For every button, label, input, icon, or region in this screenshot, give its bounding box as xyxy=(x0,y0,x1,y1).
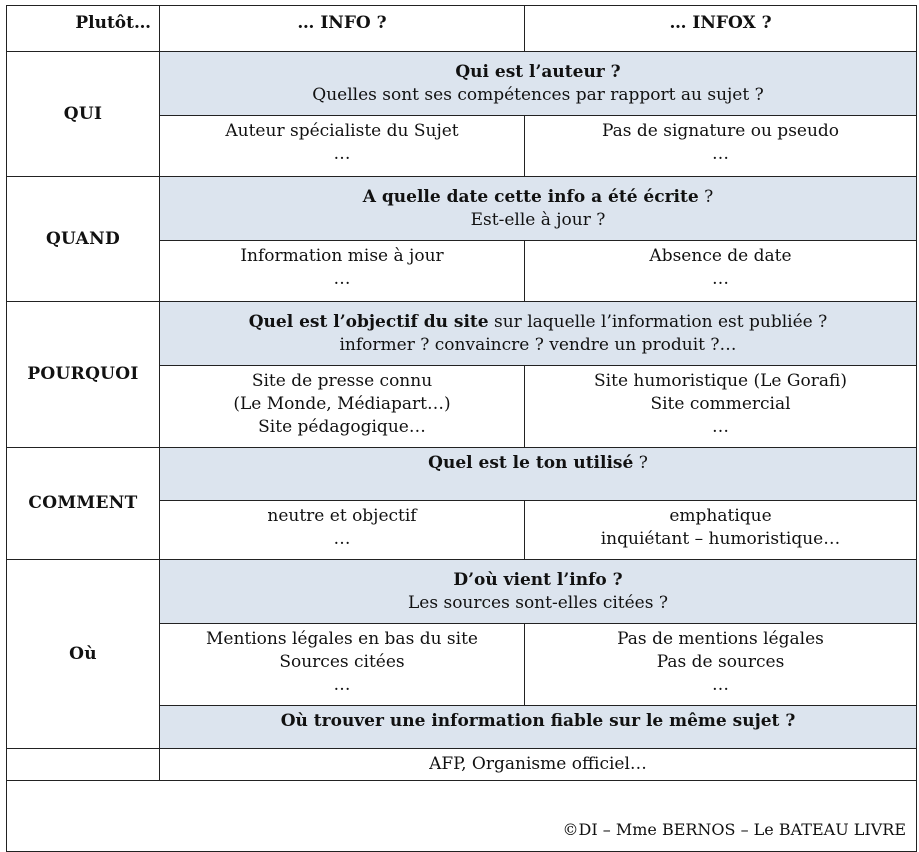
comment-infox-line-1: emphatique xyxy=(669,506,772,526)
pourquoi-infox-line-3: … xyxy=(712,417,729,437)
quand-info-line-2: … xyxy=(333,269,351,289)
pourquoi-info-line-2: (Le Monde, Médiapart…) xyxy=(233,394,451,414)
ou-answer2-row xyxy=(7,749,917,781)
comment-infox-line-2: inquiétant – humoristique… xyxy=(600,529,841,549)
comment-question-bold: Quel est le ton utilisé xyxy=(428,453,634,473)
row-label-quand: QUAND xyxy=(7,177,160,302)
quand-question-bold: A quelle date cette info a été écrite xyxy=(362,186,699,207)
pourquoi-info-line-1: Site de presse connu xyxy=(251,371,433,391)
pourquoi-infox-line-2: Site commercial xyxy=(650,394,791,414)
header-infox: … INFOX ? xyxy=(525,6,917,52)
qui-question-row xyxy=(7,52,917,116)
qui-info-line-2: … xyxy=(333,144,351,164)
comment-info-line-1: neutre et objectif xyxy=(267,506,417,526)
header-info: … INFO ? xyxy=(160,6,525,52)
ou-infox-line-2: Pas de sources xyxy=(656,652,785,672)
qui-question-bold: Qui est l’auteur ? xyxy=(455,61,621,82)
ou-question-bold: D’où vient l’info ? xyxy=(453,569,623,590)
pourquoi-question-bold: Quel est l’objectif du site xyxy=(248,311,489,332)
footer-row xyxy=(7,781,917,852)
ou-info-cell xyxy=(160,624,525,706)
row-label-qui: QUI xyxy=(7,52,160,177)
qui-infox-cell xyxy=(525,116,917,177)
ou-infox-line-1: Pas de mentions légales xyxy=(617,629,824,649)
qui-infox-line-1: Pas de signature ou pseudo xyxy=(601,121,840,141)
ou-question xyxy=(160,560,917,624)
qui-question-rest: Quelles sont ses compétences par rapport au sujet ? xyxy=(312,84,764,105)
quand-infox-cell xyxy=(525,241,917,302)
comment-question-row xyxy=(7,448,917,501)
pourquoi-question-rest: informer ? convaincre ? vendre un produit ?… xyxy=(339,334,737,355)
quand-infox-line-1: Absence de date xyxy=(649,246,792,266)
pourquoi-infox-line-1: Site humoristique (Le Gorafi) xyxy=(594,371,847,391)
quand-question-suffix: ? xyxy=(698,186,714,207)
quand-info-line-1: Information mise à jour xyxy=(240,246,444,266)
quand-question-row xyxy=(7,177,917,241)
row-label-ou: Où xyxy=(7,560,160,749)
pourquoi-infox-cell xyxy=(525,366,917,448)
ou-question-row xyxy=(7,560,917,624)
comment-question xyxy=(160,448,917,501)
ou-answer2: AFP, Organisme officiel… xyxy=(160,749,917,781)
pourquoi-info-cell xyxy=(160,366,525,448)
ou-infox-line-3: … xyxy=(712,675,729,695)
ou-infox-cell xyxy=(525,624,917,706)
info-infox-table xyxy=(6,5,917,852)
quand-info-cell xyxy=(160,241,525,302)
ou-question2 xyxy=(160,706,917,749)
quand-question xyxy=(160,177,917,241)
pourquoi-question-suffix: sur laquelle l’information est publiée ? xyxy=(488,311,828,332)
ou-question2-bold: Où trouver une information fiable sur le même sujet ? xyxy=(280,711,796,731)
ou-info-line-1: Mentions légales en bas du site xyxy=(206,629,478,649)
comment-info-line-2: … xyxy=(333,529,351,549)
row-label-comment: COMMENT xyxy=(7,448,160,560)
comment-question-suffix: ? xyxy=(633,453,648,473)
ou-info-line-3: … xyxy=(333,675,351,695)
qui-question xyxy=(160,52,917,116)
qui-infox-line-2: … xyxy=(712,144,729,164)
ou-answer2-empty xyxy=(7,749,160,781)
header-plutot: Plutôt… xyxy=(7,6,160,52)
quand-infox-line-2: … xyxy=(712,269,729,289)
comment-info-cell xyxy=(160,501,525,560)
header-row xyxy=(7,6,917,52)
qui-info-cell xyxy=(160,116,525,177)
qui-info-line-1: Auteur spécialiste du Sujet xyxy=(225,121,459,141)
quand-question-rest: Est-elle à jour ? xyxy=(470,209,606,230)
footer-credit: ©DI – Mme BERNOS – Le BATEAU LIVRE xyxy=(7,781,917,852)
pourquoi-question-row xyxy=(7,302,917,366)
row-label-pourquoi: POURQUOI xyxy=(7,302,160,448)
ou-info-line-2: Sources citées xyxy=(279,652,405,672)
pourquoi-question xyxy=(160,302,917,366)
pourquoi-info-line-3: Site pédagogique… xyxy=(258,417,426,437)
comment-infox-cell xyxy=(525,501,917,560)
ou-question-rest: Les sources sont-elles citées ? xyxy=(408,592,668,613)
